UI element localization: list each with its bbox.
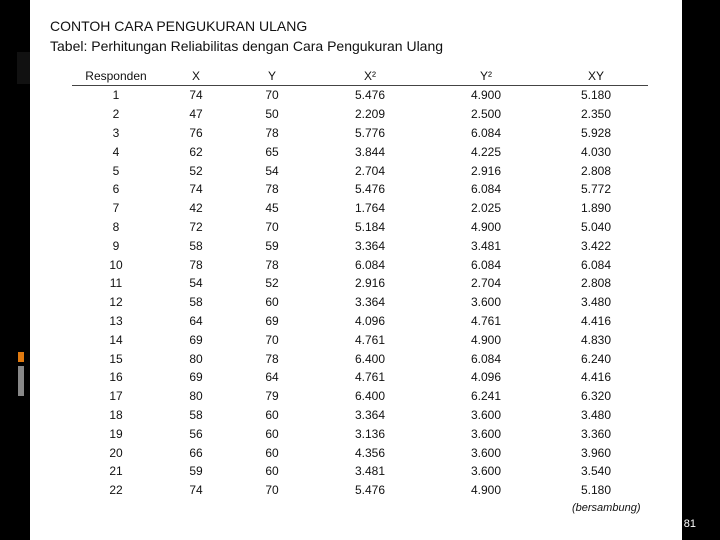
cell-x: 74 <box>189 182 203 197</box>
table-header-row <box>72 66 648 86</box>
cell-y-squared: 4.900 <box>470 483 502 498</box>
header-y: Y <box>232 66 312 86</box>
table-row <box>72 142 648 161</box>
cell-y: 60 <box>265 464 279 479</box>
cell-y: 69 <box>265 313 279 328</box>
cell-y-squared: 4.900 <box>470 88 502 103</box>
cell-y: 59 <box>265 238 279 253</box>
cell-xy: 3.480 <box>580 407 612 422</box>
cell-x: 64 <box>189 313 203 328</box>
cell-y: 70 <box>265 332 279 347</box>
header-xy: XY <box>544 66 648 86</box>
reliability-table <box>72 66 648 500</box>
cell-xy: 3.422 <box>580 238 612 253</box>
cell-xy: 6.320 <box>580 389 612 404</box>
cell-xy: 3.480 <box>580 295 612 310</box>
cell-y-squared: 3.600 <box>470 426 502 441</box>
cell-xy: 4.416 <box>580 313 612 328</box>
cell-responden: 12 <box>109 295 123 310</box>
table-row <box>72 462 648 481</box>
cell-y-squared: 3.600 <box>470 407 502 422</box>
cell-xy: 2.808 <box>580 276 612 291</box>
cell-x: 47 <box>189 107 203 122</box>
table-row <box>72 218 648 237</box>
cell-x: 54 <box>189 276 203 291</box>
table-row <box>72 124 648 143</box>
cell-x: 72 <box>189 219 203 234</box>
cell-responden: 1 <box>112 88 120 103</box>
cell-y: 70 <box>265 88 279 103</box>
cell-x-squared: 4.096 <box>354 313 386 328</box>
cell-y-squared: 4.096 <box>470 370 502 385</box>
cell-xy: 5.180 <box>580 88 612 103</box>
table-row <box>72 312 648 331</box>
cell-x-squared: 6.400 <box>354 389 386 404</box>
cell-responden: 2 <box>112 107 120 122</box>
cell-y: 78 <box>265 182 279 197</box>
gray-accent-decoration <box>18 366 24 396</box>
header-x-squared: X² <box>312 66 428 86</box>
cell-responden: 17 <box>109 389 123 404</box>
cell-responden: 21 <box>109 464 123 479</box>
table-row <box>72 274 648 293</box>
cell-xy: 3.540 <box>580 464 612 479</box>
cell-y: 78 <box>265 351 279 366</box>
cell-xy: 3.360 <box>580 426 612 441</box>
cell-x-squared: 3.136 <box>354 426 386 441</box>
cell-xy: 4.416 <box>580 370 612 385</box>
cell-x: 78 <box>189 257 203 272</box>
cell-xy: 1.890 <box>580 201 612 216</box>
cell-y-squared: 2.704 <box>470 276 502 291</box>
cell-y-squared: 2.025 <box>470 201 502 216</box>
cell-responden: 14 <box>109 332 123 347</box>
cell-y-squared: 6.084 <box>470 182 502 197</box>
cell-responden: 19 <box>109 426 123 441</box>
cell-y-squared: 4.900 <box>470 219 502 234</box>
cell-responden: 9 <box>112 238 120 253</box>
cell-y: 45 <box>265 201 279 216</box>
cell-responden: 15 <box>109 351 123 366</box>
table-row <box>72 349 648 368</box>
cell-responden: 20 <box>109 445 123 460</box>
cell-x: 62 <box>189 144 203 159</box>
table-row <box>72 105 648 124</box>
cell-y: 50 <box>265 107 279 122</box>
cell-responden: 13 <box>109 313 123 328</box>
header-x: X <box>160 66 232 86</box>
table-row <box>72 387 648 406</box>
cell-y: 78 <box>265 257 279 272</box>
cell-responden: 18 <box>109 407 123 422</box>
cell-x: 69 <box>189 370 203 385</box>
cell-x-squared: 3.364 <box>354 238 386 253</box>
cell-y-squared: 6.084 <box>470 257 502 272</box>
table-row <box>72 443 648 462</box>
cell-y: 70 <box>265 219 279 234</box>
cell-y: 60 <box>265 445 279 460</box>
cell-x: 76 <box>189 125 203 140</box>
cell-x: 80 <box>189 351 203 366</box>
cell-y-squared: 2.500 <box>470 107 502 122</box>
table-caption: Tabel: Perhitungan Reliabilitas dengan Cara Pengukuran Ulang <box>50 38 444 54</box>
cell-x: 58 <box>189 407 203 422</box>
cell-y: 54 <box>265 163 279 178</box>
cell-y: 60 <box>265 407 279 422</box>
cell-y: 60 <box>265 295 279 310</box>
cell-responden: 4 <box>112 144 120 159</box>
table-row <box>72 293 648 312</box>
slide-number: 81 <box>683 518 696 530</box>
cell-y-squared: 6.084 <box>470 125 502 140</box>
table-row <box>72 161 648 180</box>
table-row <box>72 368 648 387</box>
cell-xy: 6.084 <box>580 257 612 272</box>
cell-y-squared: 3.481 <box>470 238 502 253</box>
cell-responden: 10 <box>109 257 123 272</box>
cell-x: 52 <box>189 163 203 178</box>
orange-accent-decoration <box>18 352 24 362</box>
cell-y-squared: 4.225 <box>470 144 502 159</box>
cell-responden: 7 <box>112 201 120 216</box>
cell-y: 60 <box>265 426 279 441</box>
cell-x: 42 <box>189 201 203 216</box>
table-row <box>72 255 648 274</box>
header-y-squared: Y² <box>428 66 544 86</box>
cell-y-squared: 4.761 <box>470 313 502 328</box>
cell-responden: 8 <box>112 219 120 234</box>
cell-x-squared: 6.400 <box>354 351 386 366</box>
cell-xy: 5.928 <box>580 125 612 140</box>
cell-y: 78 <box>265 125 279 140</box>
cell-responden: 3 <box>112 125 120 140</box>
header-responden: Responden <box>72 66 160 86</box>
cell-y: 65 <box>265 144 279 159</box>
cell-x-squared: 4.761 <box>354 370 386 385</box>
cell-x: 66 <box>189 445 203 460</box>
cell-x-squared: 5.776 <box>354 125 386 140</box>
cell-x: 58 <box>189 295 203 310</box>
cell-x-squared: 2.704 <box>354 163 386 178</box>
cell-xy: 5.040 <box>580 219 612 234</box>
cell-y: 52 <box>265 276 279 291</box>
cell-xy: 4.830 <box>580 332 612 347</box>
cell-x-squared: 4.356 <box>354 445 386 460</box>
cell-x-squared: 5.476 <box>354 88 386 103</box>
cell-x-squared: 2.916 <box>354 276 386 291</box>
cell-x-squared: 3.844 <box>354 144 386 159</box>
cell-responden: 11 <box>109 276 123 291</box>
cell-y: 70 <box>265 483 279 498</box>
cell-xy: 4.030 <box>580 144 612 159</box>
table-row <box>72 481 648 500</box>
table-row <box>72 86 648 105</box>
cell-xy: 2.808 <box>580 163 612 178</box>
cell-y-squared: 6.084 <box>470 351 502 366</box>
cell-responden: 22 <box>109 483 123 498</box>
cell-xy: 3.960 <box>580 445 612 460</box>
table-row <box>72 199 648 218</box>
cell-x-squared: 5.476 <box>354 483 386 498</box>
cell-y-squared: 3.600 <box>470 445 502 460</box>
cell-responden: 5 <box>112 163 120 178</box>
cell-xy: 2.350 <box>580 107 612 122</box>
cell-x: 69 <box>189 332 203 347</box>
cell-xy: 5.772 <box>580 182 612 197</box>
continued-note: (bersambung) <box>572 502 641 514</box>
cell-responden: 16 <box>109 370 123 385</box>
side-bar-decoration <box>17 52 30 84</box>
cell-y: 64 <box>265 370 279 385</box>
table-row <box>72 330 648 349</box>
table-row <box>72 180 648 199</box>
cell-x-squared: 4.761 <box>354 332 386 347</box>
cell-x-squared: 3.364 <box>354 407 386 422</box>
cell-y: 79 <box>265 389 279 404</box>
cell-y-squared: 3.600 <box>470 295 502 310</box>
cell-x: 74 <box>189 88 203 103</box>
table-row <box>72 424 648 443</box>
cell-xy: 6.240 <box>580 351 612 366</box>
cell-y-squared: 6.241 <box>470 389 502 404</box>
cell-x-squared: 1.764 <box>354 201 386 216</box>
cell-x: 59 <box>189 464 203 479</box>
cell-xy: 5.180 <box>580 483 612 498</box>
table-row <box>72 236 648 255</box>
page-title: CONTOH CARA PENGUKURAN ULANG <box>50 18 308 34</box>
cell-x-squared: 5.476 <box>354 182 386 197</box>
cell-y-squared: 3.600 <box>470 464 502 479</box>
cell-x: 56 <box>189 426 203 441</box>
cell-y-squared: 2.916 <box>470 163 502 178</box>
cell-x-squared: 6.084 <box>354 257 386 272</box>
cell-responden: 6 <box>112 182 120 197</box>
cell-x: 80 <box>189 389 203 404</box>
cell-x: 58 <box>189 238 203 253</box>
cell-x: 74 <box>189 483 203 498</box>
cell-x-squared: 2.209 <box>354 107 386 122</box>
right-strip <box>682 0 720 540</box>
table-row <box>72 406 648 425</box>
cell-x-squared: 3.481 <box>354 464 386 479</box>
cell-y-squared: 4.900 <box>470 332 502 347</box>
cell-x-squared: 5.184 <box>354 219 386 234</box>
cell-x-squared: 3.364 <box>354 295 386 310</box>
